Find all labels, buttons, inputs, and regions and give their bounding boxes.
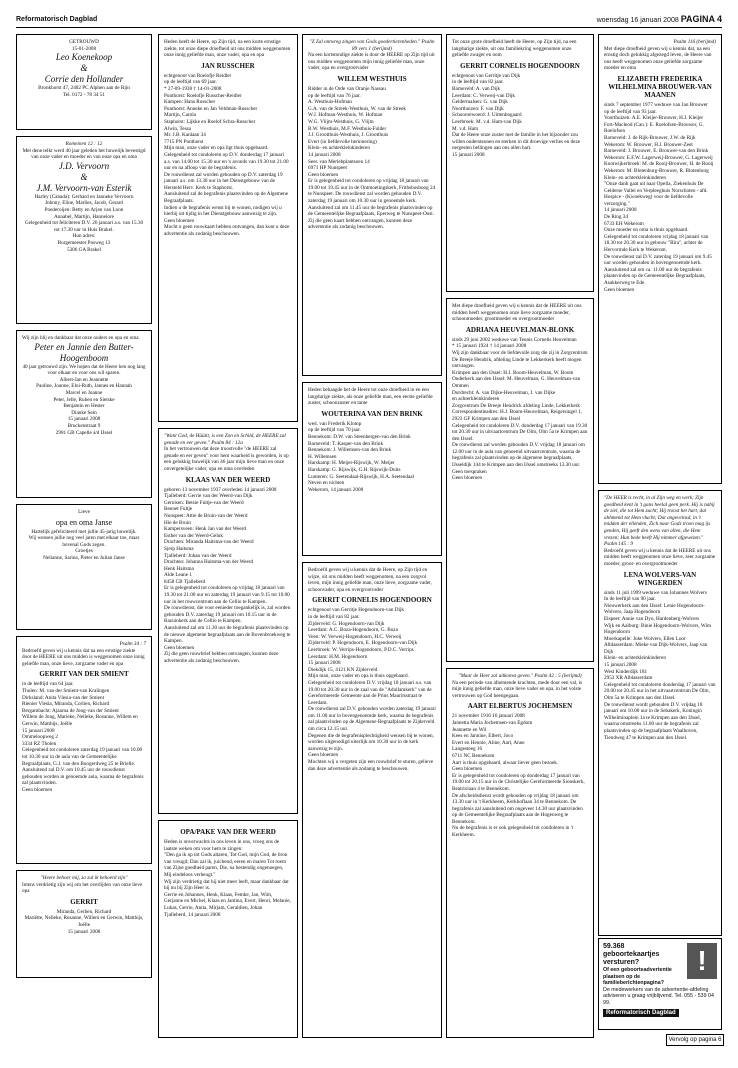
page-label: PAGINA [680,14,716,24]
notice-intro: Bedroefd geven wij u kennis dat de Heere, op Zijn tijd en wijze, uit ons midden heeft weggenomen, na een zorgvol leven, mijn innig geliefde man, onze lieve, zorgzame vader, schoonvader, opa en overgrootvader [308,567,432,593]
notice-name: opa en oma Janse [55,517,113,527]
notice-body: echtgenoot van Gerritje van Dijk in de leeftijd van 82 jaar. Barneveld: A. van Dijk Leerdam: C. Verweij-van Dijk Geldermalsen: G. van Dijk Noorthuizen: F. van Dijk Schoonrewoerd: J. Uittenbogaard Leerbroek: M. v.d. Ham-van Dijk M. v.d. Ham Dat de Heere onze zuster met de familie in het bijzonder zou willen ondersteunen en sterken in dit droevige verlies en deze nergesten hellingen aan ons allen hart. 15 januari 2008 [452,72,581,158]
notice-anniversary-butter [16,330,152,498]
notice-death-vandenbrink [302,382,442,556]
notice-name: WILLEM WESTHUIS [337,74,407,83]
continued-link[interactable]: Vervolg op pagina 6 [666,1034,724,1046]
notice-verse: Psalm 116 (berijmd) [673,39,716,45]
notice-name: JAN RUSSCHER [201,61,255,70]
page-date [597,14,722,24]
notice-death-vanderweerd [158,428,298,814]
notice-family-hogendoorn [446,34,594,292]
notice-name: ADRIANA HEUVELMAN-BLONK [465,325,575,334]
column-1 [16,34,152,984]
notice-body: sinds 7 september 1977 weduwe van Jan Brouwer op de leeftijd van 93 jaar. Voorthuizen: A.E. Kleijer-Brouwer, H.J. Kleijer Fort-Macleod (Can.): E. Roelofsen-Brouwer, G. Roelofsen Barneveld: J. de Rijk-Brouwer, J.W. de Rijk Wekerom: W. Brouwer, H.J. Brouwer-Zeet Barneveld: J. Brouwer, E. Brouwer-van den Brink Wekerom: E.F.W. Lagerweij-Brouwer, G. Lagerweij Kootwijkerbroek: M. de Rooij-Brouwer, H. de Rooij Wekerom: M. Blotenburg-Brouwer, R. Blotenburg Klein- en achterkleinkinderen "Onze dank gaat uit naar Opella, Ziekenhuis De Gelderse Vallei en Verpleeghuis Norschoten - afd. Hospice - (Kwoekweg) voor de liefdevolle verzorging." 14 januari 2008 De Ring 34 6733 EH Wekerom Onze moeder en oma is thuis opgebaard. Gelegenheid tot condoleren vrijdag 18 januari van 18.30 tot 20.30 uur in gebouw "Rîra", achter de Hervormde Kerk te Wekerom. De rouwdienst zal D.V. zaterdag 19 januari om 9.45 uur worden gehouden in bovengenoemde kerk. Aansluitend zal om ca. 11.00 uur de begrafenis plaatsvinden op de Gemeentelijke Begraafplaats, Asakkerweg te Ede. Geen bloemen [604,101,714,293]
notice-verse: "Z Zal ontwreg zingen van Gods goedertierenheden." Psalm 89 vers 1 (berijmd) [309,39,435,52]
notice-verse: Romeinen 12 : 12 [65,141,103,147]
notice-marriage [16,34,152,130]
notice-intro: Na een periode van afnemende krachten, mede door een val, is mijn innig geliefde man, onze lieve vader en opa, in het volste vertrouwen op God heengegaan. [452,679,583,699]
notice-amp: & [80,171,88,182]
advertisement-box [598,938,722,1030]
date-text: woensdag 16 januari 2008 [596,17,679,24]
notice-body: wed. van Frederik Klomp op de leeftijd van 70 jaar. Bennekom: D.W. van Steenbergen-van den Brink Barneveld: T. Kasper-van den Brink Bennekom: J. Willemsen-van den Brink H. Willemsen Harskamp: H. Meijer-Rijswijk, W. Meijer Harskamp: G. Rijswijk, G.H. Rijswijk-Duits Lunteren: G. Seetendaal-Rijswijk, H.A. Seetendaal Neven en nichten Wekerom, 14 januari 2008 [308,420,415,493]
notice-body: echtgenoot van Roelofje Reidler op de leeftijd van 69 jaar. * 27-09-1938 † 14-01-2008 Punthorst: Roelofje Russcher-Reidler Kampen: Hans Russcher Punthorst: Anneke en Jan Veldman-Russcher Martijn, Carola Staphorst: Lijkke en Roelof Schra-Russcher Alwin, Tessa Mr. J.B. Kanlaan 34 7715 PN Punthorst Mijn man, onze vader en opa ligt thuis opgebaard. Gelegenheid tot condoleren op D.V. donderdag 17 januari a.s. van 14.00 tot 15.30 uur en 's avonds van 19.30 tot 21.00 uur en na afloop van de begrafenis. De rouwdienst zal worden gehouden op D.V. zaterdag 19 januari a.s. om 13.30 uur in het Dienstgebouw van de Hersteld Herv. Kerk te Staphorst. Aansluitend zal de begrafenis plaatsvinden op de Algemene Begraafplaats. Indien u de begrafenis wenst bij te wonen, nodigen wij u hierbij uit tijdig in het Dienstgebouw aanwezig te zijn. Geen bloemen Mocht u geen rouwkaart hebben ontvangen, dan kunt u deze advertentie als zodanig beschouwen. [164,72,290,238]
ad-logo: Reformatorisch Dagblad [603,1009,679,1018]
notice-body: in de leeftijd van 64 jaar. Tholen: M. van der Smient-van Kralingen Dirksland: Anita Vlesia-van der Smient Rienier Vlesia, Miranda, Corlien, Richard Bergambacht: Ajaarna de Jong-van der Smient Willem de Jong, Marieke, Nelleke, Rosanne, Willem en Gerwin, Matthijs, Joëlle 15 januari 2008 Ommeloopweg 2 3334 RZ Tholen Gelegenheid tot condoleren zaterdag 19 januari van 10.00 tot 10.30 uur in de aula van de Gemeentelijke Begraafplaats, G.J. van den Boogerdweg 25 te Brielle. Aansluitend zal D.V. om 10.45 uur de rouwdienst gehouden worden in genoemde aula, waarna de begrafenis zal plaatsvinden. Geen bloemen [22,681,144,793]
notice-body: Ridder in de Orde van Oranje Nassau op de leeftijd van 76 jaar. A. Westhuis-Hofman G.A. van de Streek-Westhuis, W. van de Streek W.J. Hofman-Westhuis, W. Hofman W.G. Vlijm-Westhuis, G. Vlijm B.W. Westhuis, M.F. Westhuis-Fulder J.J. Grootthuis-Westhuis, J. Grootthuis Evert (in liefdevolle herinnering) Klein- en achterkleinkinderen 14 januari 2008 Seer. van Merlebplantsoen 14 6971 HP Nunspeet Geen bloemen Er is gelegenheid tot condoleren op vrijdag 18 januari van 19.00 tot 19.45 uur in de Ontmoetingskerk, Frithsbosboog 24 te Nunspeet. De rouwdienst zal worden gehouden D.V. zaterdag 19 januari om 10.30 uur in genoemde kerk. Aansluitend zal om 11.45 uur de begrafenis plaatsvinden op de Gemeentelijke Begraafplaats, Eperweg te Nunspeet-Oost. Zij die geen kaart hebben ontvangen, kunnen deze advertentie als zodanig beschouwen. [308,85,436,231]
notice-death-russcher [158,34,298,422]
notice-body: sinds 29 juni 2002 weduwe van Teunis Cornelis Heuvelman * 15 januari 1924 † 14 januari 2008 Wij zijn dankbaar voor de liefdevolle zorg die zij in Zorgcentrum De Breeje Hendrik, afdeling Linde te Lekkerkerk heeft mogen ontvangen. Krimpen aan den IJssel: H.J. Boom-Heuvelman, W. Boom Ouderkerk aan den IJssel: M. Heuvelman, G. Heuvelman-van Ommen Dordrecht: A. van Dijke-Heuvelman, J. van Dijke en achterkleinkinderen Zorgcentrum De Breeje Hendrick afdeling Linde, Lekkerkerk Correspondentieadres: H.J. Boom-Heuvelman, Reigersingel 1, 2923 GF Krimpen aan den IJssel Gelegenheid tot condoleren D.V. donderdag 17 januari van 19.30 tot 20.30 uur in uitvaartcentrum De Olm, Olm 5a te Krimpen aan den IJssel. De rouwdienst zal worden gehouden D.V. vrijdag 18 januari om 12.00 uur in de aula van genoemd uitvaartcentrum, waarna de begrafenis zal plaatsvinden op de algemene begraafplaats, IJsseldijk 144 te Krimpen aan den IJssel omstreeks 13.30 uur. Geen toespraken Geen bloemen [452,336,588,482]
notice-body: Miranda, Gerben, Richard Mariëtte, Nelleke, Rosanne, Willem en Gerwin, Matthijs, Joëlle 15 januari 2008 [24,908,144,935]
notice-verse: "Maar de Heer zal uitkomst geven." Psalm 42 : 5 (berijmd) [458,673,582,679]
ad-body: De medewerkers van de advertentie-afdeling adviseren u graag vrijblijvend. Tel. 055 - 539 04 99. [603,986,714,1006]
notice-intro: Intens verdrietig zijn wij om het overlijden van onze lieve opa [22,881,143,895]
notice-body: Hartelijk gefeliciteerd met jullie 45-jarig huwelijk. Wij wensen jullie nog veel jaren met elkaar toe, maar bovenal Gods zegen. Groetjes Nelianne, Sarina, Pieter en Julian Janse [28,528,140,561]
notice-name2: Corrie den Hollander [44,74,124,85]
page-number: 4 [716,14,722,24]
notice-death-hogendoorn [302,562,442,1038]
notice-intro: Met diepe droefheid geven wij u kennis dat, na een ernstig doch gelukkig afgezegd leven, de Heere van ons heeft weggenomen onze geliefde zorgzame moeder en oma [604,45,712,72]
notice-death-westhuis [302,34,442,376]
notice-verse: "Heere behoer mij, zo zal ik behoerd zijn" [40,875,128,881]
notice-death-jochemsen [446,668,594,1038]
column-2 [158,34,298,1044]
column-3 [302,34,442,1044]
notice-name: OPA/PAKE VAN DER WEERD [180,828,276,836]
notice-name: KLAAS VAN DER WEERD [185,475,271,484]
notice-name: GERRIT CORNELIS HOGENDOORN [312,596,432,605]
notice-intro: Wij zijn blij en dankbaar dat onze ouders en opa en oma [22,335,139,341]
notice-intro: Bedroefd geven wij u kennis dat na een ernstige ziekte door de HEERE uit ons midden is weggenomen onze innig geliefde man, onze lieve, zorgzame vader en opa [22,647,145,667]
notice-name: GERRIT VAN DER SMIENT [39,670,129,679]
notice-name: Leo Koenekoop [55,52,113,63]
notice-intro: Heden behaagde het de Heere tot onze droefheid in en een langdurige ziekte, als onze geliefde man, een eerste geliefde zuster, schoonzuster en tante [308,387,433,407]
notice-heading: GETROUWD [69,39,99,45]
notice-death-brouwer [598,34,722,484]
notice-intro: Tot onze grote droefheid heeft de Heere, op Zijn tijd, na een langdurige ziekte, uit ons familiekring weggenomen onze geliefde zwager en oom [452,39,577,59]
notice-grandchildren-gerrit [16,870,152,978]
notice-intro: Met diepe droefheid geven wij u kennis dat de HEERE uit ons midden heeft weggenomen onze lieve zorgzame moeder, schoonmoeder, grootmoeder en overgrootmoeder [452,303,582,323]
notice-intro: Heden heeft de Heere, op Zijn tijd, na een korte ernstige ziekte, tot onze diepe droefheid uit ons midden weggenomen onze innig geliefde man, onze vader, opa en opa [164,39,291,59]
notice-intro: In het vertrouwen dat deze troostvolle "de HEERE zal genade en eer geven" voor hem waarheid is geworden, is op een gelukkig huwelijk van 46 jaar mijn lieve man en onze onvergetelijke vader, opa en oma overleden [164,446,289,472]
column-4 [446,34,594,1044]
notice-date: 15-01-2008 [71,45,97,52]
notice-name: ELIZABETH FREDERIKA WILHELMINA BROUWER-VAN MAANEN [608,74,712,99]
notice-death-wolvers [598,490,722,936]
notice-body: Bronkhorst 47, 2402 PC Alphen aan de Rijn Tel. 0172 - 78 34 51 [38,85,130,98]
notice-name: J.D. Vervoorn [58,160,110,171]
notice-verse: "Want God, de Hüütit, is een Zon en Schild, de HEERE zal genade en eer geven." Psalm 84 : 12a [164,433,286,446]
notice-verse: "De HEER is recht, in al Zijn weg en werk; Zijn goedheid kent in 't gans heelal geen perk. Hij is nabij de ziel, die tot Hem zucht; Hij troost het hart, dat ahhmend tot Hem vlucht; Dat ongeveinsd, in 't midden der ellenden, Zich naar Gods troon mag ijs genden, Hij geeft den wens van allen, die Hem vrezen; Hun bede heeft Hij nimmer afgewezen." Psalm 145 : 9 [604,495,715,548]
column-5 [598,34,722,942]
notice-body: Harley (Canada): Gerhard en Janneke Vervoorn Johnny, Eline, Marlies, Jacob, Gerard Poederoijen: Betty en Arjen van Loon Annabel, Martijn, Hannelore Gelegenheid tot feliciteren D.V. 26 januari a.s. van 15.30 tot 17.30 uur in Huis Brakel. Hun adres: Burgemeester Posweg 13 5306 GA Brakel [24,193,144,253]
page-header [16,14,722,28]
notice-name: AART ELBERTUS JOCHEMSEN [467,702,573,711]
notice-death-heuvelman [446,298,594,662]
notice-name: GERRIT [70,897,98,906]
notice-body: 40 jaar getrouwd zijn. We hopen dat de Heere hen nog lang voor elkaar en voor ons wil sparen. Albert-Jan en Jeannette Pauline, Joanne, Eloi-Ruth, Jannes en Hannah Marcel en Joanne Peter, Jelle, Ruben en Sietske Benjamin en Hester Dianke Sein 15 januari 2008 Bruckenstraat 9 2981 GB Capelle a/d IJssel [22,363,146,436]
notice-body: Heden is onverwachts in ons leven in ons, vroeg ons de laatste weken om voor hem te zingen: "Den ga ik op tot Gods altaren, Tot God, mijn God, de bron van vreugd; Dan zal ik, juichend, eeren en maren Tot roem van Zijne goedheid paren, Die, na bestendig ongenoegen, Mij eindeloos verheugt." Wij zijn verdrietig dat hij niet meer leeft, maar dankbaar dat hij nu bij Zijn Heer is. Gerrie en Johannes, Henk, Klaas, Femke, Jan, Wim, Gerjanne en Michel, Klaas en Jantina, Evert, Henri, Melanie, Lukas, Gerrie, Anita, Mirjam, Geraldien, Johan Tjalleberd, 14 januari 2008 [164,839,291,918]
notice-body: sinds 11 juli 1999 weduwe van Johannes Wolvers In de leeftijd van 90 jaar. Nieuwerkerk aan den IJssel: Lenie Hogendoorn-Wolvers, Jaap Hogendoorn Elspeet: Annie van Dyo, Hardenberg-Wolvers Wijk en Aalburg: Binie Hogendoorn-Wolvers, Wim Hogendoorn Moerkapelle: Joke Wolvers, Ellen Loor Alblasserdam: Mieke van Dijk-Wolvers, Jaap van Dijk Klein- en achterkleinkinderen 15 januari 2008 West Kinderdijk 181 2953 XR Alblasserdam Gelegenheid tot condoleren donderdag 17 januari van 20.00 tot 20.45 uur in het uitvaartcentrum De Olm, Olm 5a te Krimpen aan den IJssel. De rouwdienst wordt gehouden D.V. vrijdag 18 januari om 10.00 uur in de Sebakerk, Koningin Wilhelminaplein 1a te Krimpen aan den IJssel, waarna omstreeks 11.00 uur de begrafenis zal plaatsvinden op de begraafplaats Waalhoven, Tiendweg 47 te Krimpen aan den IJssel. [604,589,716,741]
ad-question: Of een geboorteadvertentie plaatsen op de familieberichtenpagina? [603,967,672,987]
notice-body: 21 november 1916 16 januari 2008 Jannetta Maria Jochemsen-van Egdom Jeannette en Wil Kees en Jannine, Elbert, Joco Evert en Hennie, Aline, Aart, Anne Langesteeg 16 6711 NC Bennekom Aart is thuis opgebaard, alwaar liever geen bezoek. Geen bloemen Er is gelegenheid tot condoleren op donderdag 17 januari van 19.00 tot 20.15 uur in de Christelijke Gereformeerde Sionskerk, Beatrixlaan 4 te Bennekom. De afscheidsdienst wordt gehouden op vrijdag 18 januari om 13.30 uur in 't Kerkheem, Kerkhoflaan 34 te Bennekom. De begrafenis zal aansluitend om ongeveer 14.30 uur plaatsvinden op de Gemeentelijke Begraafplaats aan de Hogenweg te Bennekom. Nu de begrafenis is er ook gelegenheid tot condoleren in 't Kerkheem. [452,713,585,839]
notice-anniversary-vervoorn [16,136,152,324]
notice-congrats-janse [16,504,152,630]
notice-name: WOUTERINA VAN DEN BRINK [321,409,423,418]
notice-body: echtgenoot van Gerritje Hogendoorn-van Dijk in de leeftijd van 82 jaar. Zijderveld: G. Hogendoorn-van Dijk Leerdam: A.C. Boza-Hogendoorn, G. Boza Veen: W. Verweij-Hogendoorn, H.C. Verweij Zijderveld: P. Hogendoorn, E. Hogendoorn-van Dijk Leerbroek: W. Verrips-Hogendoorn, P.D.C. Verrips Leerdam: H.M. Hogendoorn 15 januari 2008 Diekdijk 15, 4121 KN Zijderveld Mijn man, onze vader en opa is thuis opgebaard. Gelegenheid tot condoleren D.V. vrijdag 18 januari a.s. van 19.00 tot 20.30 uur in de zaal van de "Adullamkerk" van de Gereformeerde Gemeente aan de Prins Mauritsstraat te Leerdam. De rouwdienst zal D.V. gehouden worden zaterdag 19 januari om 11.00 uur in bovengenoemde kerk, waarna de begrafenis zal plaatsvinden op de Algemene Begraafplaats te Zijderveld om circa 12.15 uur. Degenen die de begrafenisplechtigheid wensen bij te wonen, worden uitgenodigd uiterlijk om 10.30 uur in de kerk aanwezig te zijn. Geen bloemen Mochten wij u vergeten zijn een rouwbrief te sturen, gelieve dan deze advertentie als zodanig te beschouwen. [308,607,436,772]
ad-title: 59.368 geboortekaartjes versturen? [603,943,660,966]
notice-opa-pake [158,820,298,1038]
notice-heading: Lieve [78,509,90,515]
notice-death-smient [16,636,152,864]
notice-intro: Met dene telkt werd 40 jaar geleden het huwelijk bevestigd van onze vader en moeder en van onze opa en oma [22,147,146,161]
notice-amp: & [80,63,88,74]
notice-intro: Na een kortstondige ziekte is door de HEERE op Zijn tijd uit ons midden weggenomen mijn innig geliefde man, onze vader, opa en overgrootvader [308,52,435,72]
notice-body: geboren 13 november 1937 overleden 14 januari 2008 Tjalleberd: Gerrie van der Weerd-van Dijk Gerolsen: Betsie Fultje-van der Weerd Bennet Fultje Nunspeet: Attie de Bruin-van der Weerd Hie de Bruin Kampersveen: Henk Jan van der Weerd Esther van der Weerd-Geluk Drachten: Miranda Haitsma-van der Weerd Sjerp Haitsma Tjalleberd: Johan van der Weerd Drachten: Johanna Haitsma-van der Weerd Henk Haitsma Alde Leane 1 8458 CB Tjalleberd Er is gelegenheid tot condoleren op vrijdag 18 januari van 19.30 tot 21.00 uur en zaterdag 19 januari van 9.15 tot 10.00 uur in het rouwcentrum aan de Cellio te Kampen. De rouwdienst, die voor eenieder toegankelijk is, zal worden gehouden D.V. zaterdag 19 januari om 10.15 uur in de Bazuinkerk aan de Cellio te Kampen. Aansluitend zal om 11.30 uur de begrafenis plaatsvinden op de nieuwe algemene begraafplaats aan de Bovenbroekweg te Kampen. Geen bloemen Zij die geen rouwbrief hebben ontvangen, kunnen deze advertentie als zodanig beschouwen. [164,486,291,664]
notice-name2: J.M. Vervoorn-van Esterik [36,182,132,193]
notice-intro: Bedroefd geven wij u kennis dat de HEERE uit ons midden heeft weggenomen onze lieve, zeer zorgzame moeder, groot- en overgrootmoeder [604,547,716,567]
notice-name: Peter en Jannie den Butter-Hoogenboom [34,341,134,363]
notice-name: GERRIT CORNELIS HOGENDOORN [460,61,580,70]
notice-name: LENA WOLVERS-VAN WINGERDEN [623,570,697,587]
notice-verse: Psalm 34 : 7 [119,641,146,647]
publication-name: Reformatorisch Dagblad [16,16,98,23]
exclamation-icon: ! [687,943,717,979]
